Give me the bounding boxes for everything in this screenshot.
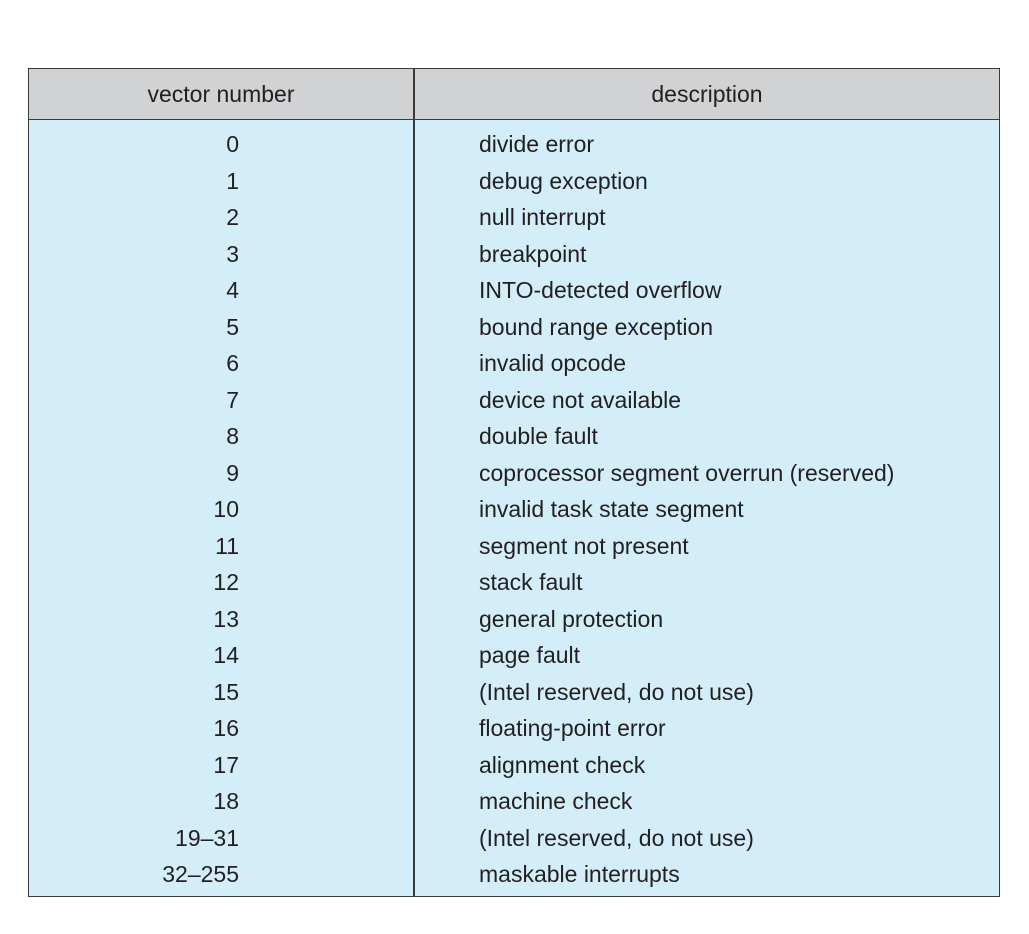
- description-cell: alignment check: [479, 751, 646, 778]
- vector-number-cell: 12: [213, 569, 239, 595]
- vector-number-cell: 10: [213, 496, 239, 522]
- description-cell: (Intel reserved, do not use): [479, 678, 754, 705]
- description-cell: null interrupt: [479, 204, 606, 230]
- table-row: [29, 455, 999, 492]
- vector-number-cell: 6: [226, 350, 239, 376]
- vector-number-cell: 0: [226, 131, 239, 157]
- table-row: [29, 382, 999, 419]
- table-row: [29, 710, 999, 747]
- description-cell: maskable interrupts: [479, 861, 680, 887]
- description-cell: general protection: [479, 605, 664, 632]
- table-row: [29, 345, 999, 382]
- vector-number-cell: 5: [226, 313, 239, 340]
- vector-number-cell: 15: [213, 678, 239, 705]
- table-row: [29, 637, 999, 674]
- vector-number-cell: 4: [226, 277, 239, 303]
- table-row: [29, 674, 999, 711]
- interrupt-vector-table: [28, 68, 1000, 897]
- description-cell: floating-point error: [479, 715, 666, 741]
- description-cell: double fault: [479, 423, 598, 449]
- vector-number-cell: 14: [213, 642, 239, 668]
- description-cell: breakpoint: [479, 240, 587, 267]
- table-row: [29, 564, 999, 601]
- description-cell: debug exception: [479, 167, 648, 194]
- description-cell: machine check: [479, 788, 633, 814]
- table-row: [29, 601, 999, 638]
- description-cell: stack fault: [479, 569, 583, 595]
- header-vector-number: vector number: [147, 81, 295, 107]
- vector-number-cell: 1: [226, 167, 239, 194]
- table-row: [29, 126, 999, 163]
- table-row: [29, 272, 999, 309]
- vector-number-cell: 13: [213, 605, 239, 632]
- description-cell: (Intel reserved, do not use): [479, 824, 754, 851]
- table-header-row: [29, 69, 999, 120]
- description-cell: page fault: [479, 642, 581, 668]
- table-row: [29, 783, 999, 820]
- table-row: [29, 856, 999, 893]
- description-cell: INTO-detected overflow: [479, 277, 722, 303]
- vector-number-cell: 32–255: [162, 861, 239, 887]
- table-row: [29, 199, 999, 236]
- description-cell: invalid opcode: [479, 350, 627, 376]
- vector-number-cell: 16: [213, 715, 239, 741]
- table-row: [29, 236, 999, 273]
- vector-number-cell: 9: [226, 459, 239, 486]
- vector-number-cell: 18: [213, 788, 239, 814]
- description-cell: device not available: [479, 386, 682, 413]
- vector-number-cell: 17: [213, 751, 239, 778]
- vector-number-cell: 19–31: [175, 824, 239, 851]
- table-row: [29, 528, 999, 565]
- table-body: [29, 126, 999, 893]
- vector-number-cell: 7: [226, 386, 239, 413]
- description-cell: divide error: [479, 131, 595, 157]
- table-row: [29, 418, 999, 455]
- table-row: [29, 820, 999, 857]
- description-cell: segment not present: [479, 532, 689, 559]
- table-row: [29, 163, 999, 200]
- description-cell: coprocessor segment overrun (reserved): [479, 459, 895, 486]
- table-row: [29, 747, 999, 784]
- table-row: [29, 309, 999, 346]
- vector-number-cell: 3: [226, 240, 239, 267]
- header-description: description: [651, 81, 763, 107]
- vector-number-cell: 2: [226, 204, 239, 230]
- description-cell: bound range exception: [479, 313, 714, 340]
- description-cell: invalid task state segment: [479, 496, 744, 522]
- table-row: [29, 491, 999, 528]
- vector-number-cell: 11: [215, 532, 239, 559]
- vector-number-cell: 8: [226, 423, 239, 449]
